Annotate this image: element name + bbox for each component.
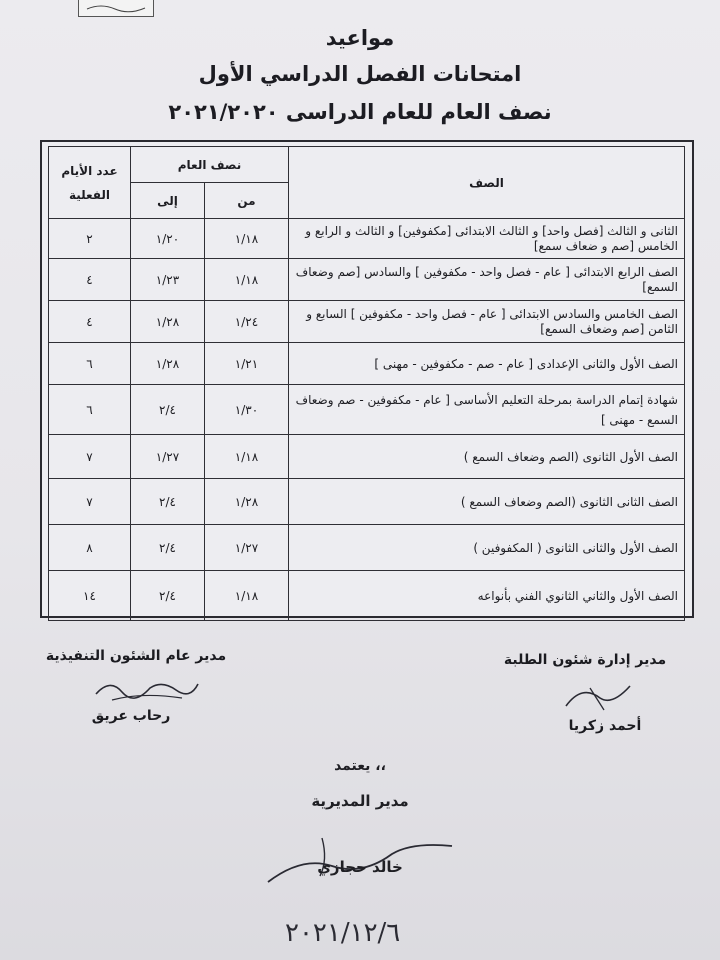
row-to: ٢/٤ <box>131 571 205 621</box>
row-to: ١/٢٨ <box>131 343 205 385</box>
title-line-3: نصف العام للعام الدراسى ٢٠٢١/٢٠٢٠ <box>168 100 552 124</box>
row-grade: الصف الأول الثانوى (الصم وضعاف السمع ) <box>289 435 685 479</box>
row-days: ٧ <box>49 479 131 525</box>
row-grade: الصف الأول والثانى الإعدادى [ عام - صم - مكفوفين - مهنى ] <box>289 343 685 385</box>
row-to: ١/٢٠ <box>131 219 205 259</box>
right-signatory-name: أحمد زكريا <box>568 718 642 734</box>
row-from: ١/٢٨ <box>205 479 289 525</box>
left-signatory-name: رحاب عريق <box>91 708 171 724</box>
row-from: ١/٢٤ <box>205 301 289 343</box>
row-from: ١/٢٧ <box>205 525 289 571</box>
row-from: ١/٣٠ <box>205 385 289 435</box>
row-from: ١/٢١ <box>205 343 289 385</box>
table-row <box>49 479 685 525</box>
approval-label: يعتمد ،، <box>334 758 386 774</box>
header-days <box>49 147 131 219</box>
director-title: مدير المديرية <box>311 792 409 810</box>
row-days: ٢ <box>49 219 131 259</box>
director-name: خالد حجازي <box>317 858 403 876</box>
row-to: ٢/٤ <box>131 385 205 435</box>
header-days-line1: عدد الأيام <box>61 163 118 178</box>
row-to: ١/٢٨ <box>131 301 205 343</box>
header-from: من <box>205 183 289 219</box>
title-line-1: مواعيد <box>325 26 395 50</box>
title-line-2: امتحانات الفصل الدراسي الأول <box>198 62 522 86</box>
row-grade: الصف الثانى الثانوى (الصم وضعاف السمع ) <box>289 479 685 525</box>
left-signatory-title: مدير عام الشئون التنفيذية <box>45 648 227 664</box>
row-grade: الصف الرابع الابتدائى [ عام - فصل واحد - مكفوفين ] والسادس [صم وضعاف السمع] <box>289 259 685 301</box>
table-row <box>49 385 685 435</box>
row-to: ١/٢٣ <box>131 259 205 301</box>
row-grade: الثانى و الثالث [فصل واحد] و الثالث الابتدائى [مكفوفين] و الثالث و الرابع و الخامس [صم و ضعاف سمع] <box>289 219 685 259</box>
row-from: ١/١٨ <box>205 435 289 479</box>
header-days-line2: الفعلية <box>68 187 111 202</box>
row-to: ٢/٤ <box>131 525 205 571</box>
row-grade: الصف الأول والثانى الثانوى ( المكفوفين ) <box>289 525 685 571</box>
row-days: ١٤ <box>49 571 131 621</box>
exam-schedule-table <box>48 146 685 621</box>
table-row <box>49 435 685 479</box>
header-stamp <box>78 0 154 17</box>
row-from: ١/١٨ <box>205 259 289 301</box>
row-to: ٢/٤ <box>131 479 205 525</box>
row-to: ١/٢٧ <box>131 435 205 479</box>
left-signature-scrawl <box>92 672 202 706</box>
table-row <box>49 259 685 301</box>
table-row <box>49 343 685 385</box>
row-days: ٤ <box>49 259 131 301</box>
right-signatory-title: مدير إدارة شئون الطلبة <box>503 652 667 668</box>
right-signature-scrawl <box>560 676 640 716</box>
table-row <box>49 301 685 343</box>
row-days: ٤ <box>49 301 131 343</box>
table-row <box>49 525 685 571</box>
row-grade: الصف الأول والثاني الثانوي الفني بأنواعه <box>289 571 685 621</box>
row-days: ٨ <box>49 525 131 571</box>
row-from: ١/١٨ <box>205 571 289 621</box>
header-to: إلى <box>131 183 205 219</box>
row-days: ٦ <box>49 343 131 385</box>
signature-date: ٢٠٢١/١٢/٦ <box>285 918 401 948</box>
row-days: ٧ <box>49 435 131 479</box>
row-days: ٦ <box>49 385 131 435</box>
row-grade: الصف الخامس والسادس الابتدائى [ عام - فصل واحد - مكفوفين ] السابع و الثامن [صم وضعاف السمع] <box>289 301 685 343</box>
stamp-scribble <box>81 0 151 14</box>
row-grade: شهادة إتمام الدراسة بمرحلة التعليم الأساسى [ عام - مكفوفين - صم وضعاف السمع - مهنى ] <box>289 385 685 435</box>
row-from: ١/١٨ <box>205 219 289 259</box>
header-grade: الصف <box>289 147 685 219</box>
table-row <box>49 571 685 621</box>
table-row <box>49 219 685 259</box>
header-midyear: نصف العام <box>131 147 289 183</box>
